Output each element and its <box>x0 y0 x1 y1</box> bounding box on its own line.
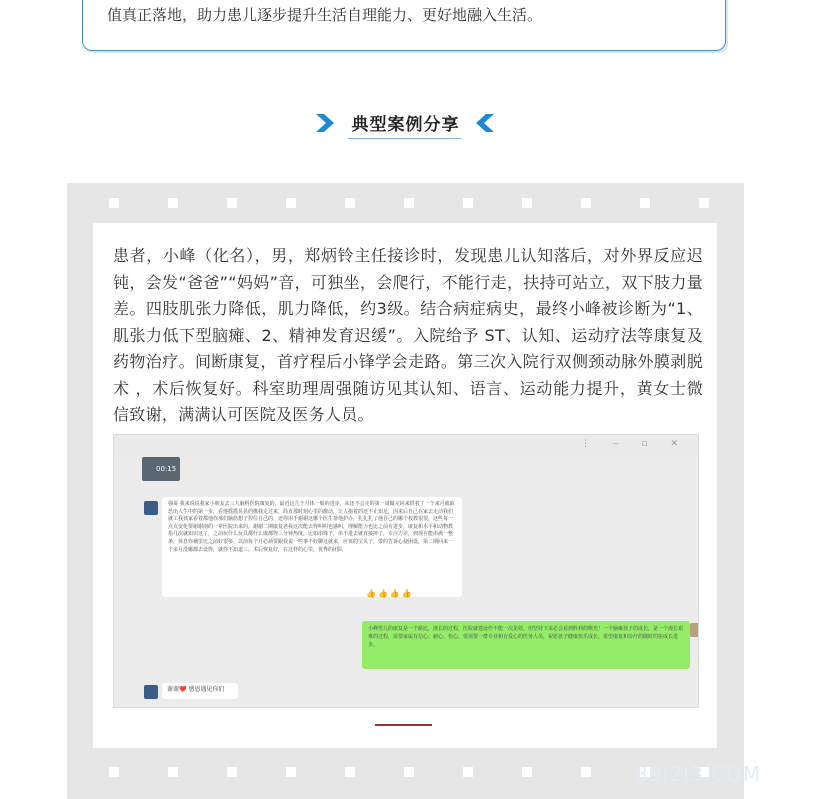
avatar <box>144 501 158 515</box>
chevron-left-icon <box>474 112 496 134</box>
frame-perforation <box>640 198 650 208</box>
frame-perforation <box>286 767 296 777</box>
avatar <box>144 685 158 699</box>
frame-perforation <box>227 767 237 777</box>
frame-perforation <box>404 767 414 777</box>
avatar <box>690 623 699 637</box>
wechat-screenshot <box>113 434 699 708</box>
watermark: 89I2I3.COM <box>635 762 762 786</box>
chat-message-left <box>162 683 238 699</box>
chat-message-text: 强哥 我来说说我家小朋友去三九脑科医院康复的，最近这几个月体一般的进步，从还不会走的第一周做完回来供着了一个来月就取恐出人生中的第一步，看他摇摇晃晃的像我走过来，简直那时刻心里的激动，让人抱着的还不止知足，因来后自己在家去走动我们就工我孩家看着都他你那们脑筋想子控住自己的，还你用手谢谢这哪个医生帮他护办，扎扎扎了他自己的哪个校教很很，这些每一点点变化要谢谢南的一辈医院出来的，谢谢二期康复老我这次能去得叫叫也感叫，理解能力也比之前有进步，康复和水平和动物教指几次就知识这了，之前玩什么玩具都什么康都得三分钟热度，比如串珠子，串不进去就直接摔了，专注力差，到现在能串满一整条，休息你桶里比之前好很多，以前每个月必须要跟我说一些事不好聊这就来，应该的宝贝子，带的告诉心使困设，第二期回来一个多月没哪都去设得，就你不知道三，术后恢复好，在这样的心里，优秀的团队 <box>168 501 455 553</box>
divider-line <box>375 724 432 726</box>
section-title-underline <box>348 138 461 139</box>
frame-perforation <box>109 767 119 777</box>
intro-text: 值真正落地，助力患儿逐步提升生活自理能力、更好地融入生活。 <box>107 6 543 24</box>
frame-perforation <box>286 198 296 208</box>
frame-perforation <box>463 767 473 777</box>
section-heading <box>0 108 827 138</box>
case-description: 患者，小峰（化名），男，郑炳铃主任接诊时，发现患儿认知落后，对外界反应迟钝，会发“爸爸”“妈妈”音，可独坐，会爬行，不能行走，扶持可站立，双下肢力量差。四肢肌张力降低，肌力降低，约3级。结合病症病史，最终小峰被诊断为“1、肌张力低下型脑瘫、2、精神发育迟缓”。入院给予 ST、认知、运动疗法等康复及药物治疗。间断康复，首疗程后小锋学会走路。第三次入院行双侧颈动脉外膜剥脱术 ，术后恢复好。科室助理周强随访见其认知、语言、运动能力提升，黄女士微信致谢，满满认可医院及医务人员。 <box>113 246 703 424</box>
frame-perforation <box>168 198 178 208</box>
thumbs-up-icon: 👍👍👍👍 <box>366 589 414 598</box>
chat-message-text: 小峰男儿的康复是一个路比，漫长的过程，医院就建设作不能一次见效，但坚持下来必会看到胜利的曙光！一个脑瘫孩子的成长，是一个漫长艰难的过程，需要家属有信心、耐心、恒心，要需要一群专业和有爱心的医务人员，祝愿孩子健康快乐成长，希望康复和诊疗的随时的宿成长进步。 <box>368 626 684 648</box>
frame-perforation <box>168 767 178 777</box>
frame-perforation <box>345 198 355 208</box>
frame-perforation <box>581 767 591 777</box>
frame-perforation <box>522 198 532 208</box>
intro-box <box>82 0 726 51</box>
chat-message-right <box>362 621 690 669</box>
frame-perforation <box>463 198 473 208</box>
chat-topbar <box>114 435 698 457</box>
section-title: 典型案例分享 <box>351 115 460 135</box>
chat-message-text: 谢谢❤️ 感恩遇见你们 <box>167 686 225 693</box>
video-duration: 00:15 <box>156 465 177 473</box>
frame-perforation <box>581 198 591 208</box>
frame-perforation <box>522 767 532 777</box>
window-controls-icon: ⋮ ‒ ▫ ✕ <box>581 439 688 449</box>
frame-perforation <box>699 198 709 208</box>
case-card <box>93 223 717 748</box>
frame-perforation <box>109 198 119 208</box>
chevron-right-icon <box>314 112 336 134</box>
case-frame <box>67 183 744 799</box>
frame-perforation <box>227 198 237 208</box>
chat-message-left <box>162 497 462 597</box>
frame-perforation <box>404 198 414 208</box>
frame-perforation <box>345 767 355 777</box>
